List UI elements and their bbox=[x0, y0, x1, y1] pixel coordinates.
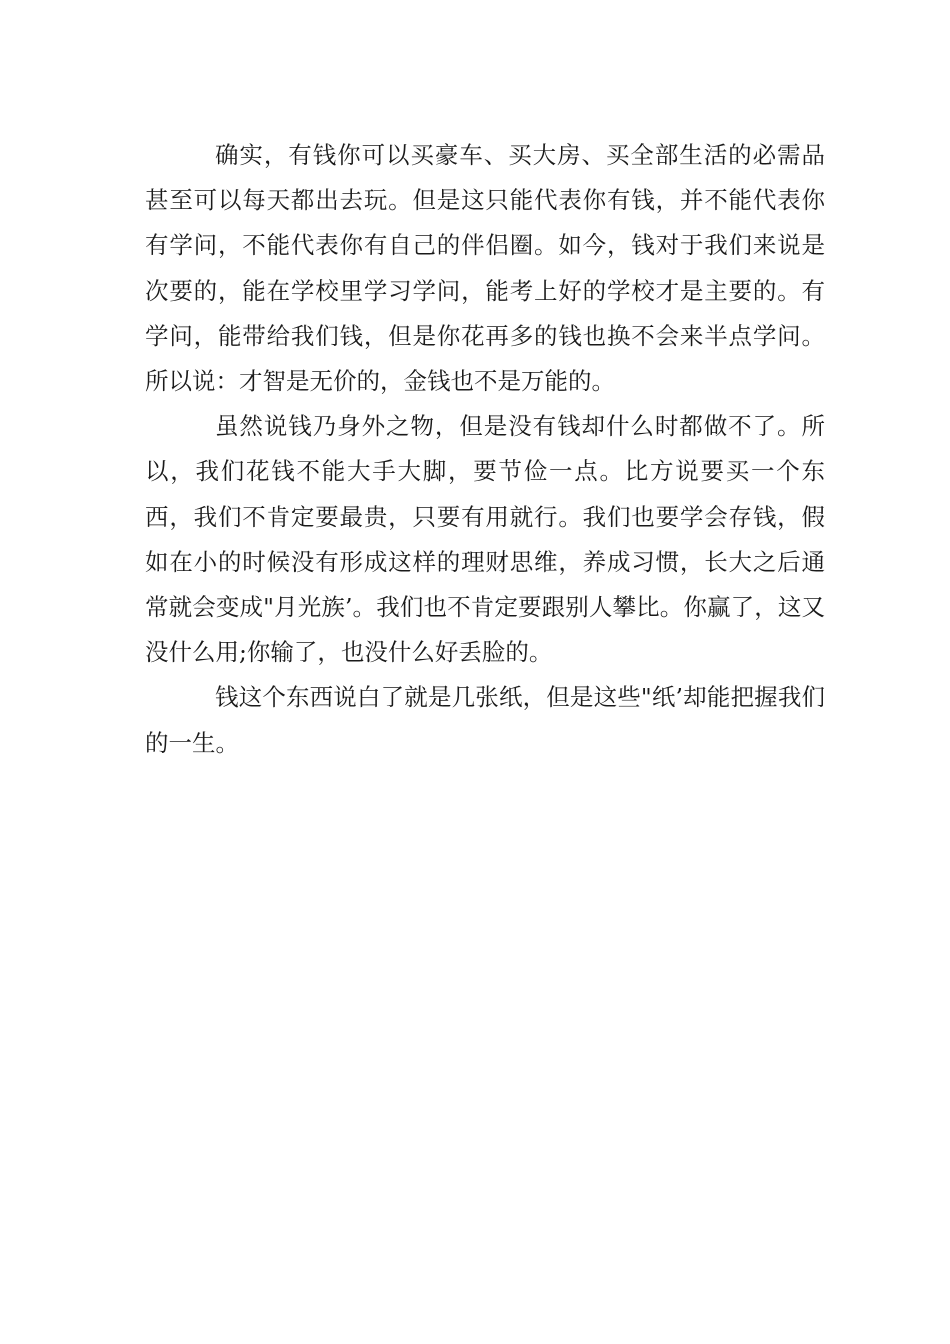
paragraph-1: 确实，有钱你可以买豪车、买大房、买全部生活的必需品甚至可以每天都出去玩。但是这只能代表你有钱，并不能代表你有学问，不能代表你有自己的伴侣圈。如今，钱对于我们来说是次要的，能在学校里学习学问，能考上好的学校才是主要的。有学问，能带给我们钱，但是你花再多的钱也换不会来半点学问。所以说：才智是无价的，金钱也不是万能的。 bbox=[145, 141, 825, 396]
paragraph-2: 虽然说钱乃身外之物，但是没有钱却什么时都做不了。所以，我们花钱不能大手大脚，要节俭一点。比方说要买一个东西，我们不肯定要最贵，只要有用就行。我们也要学会存钱，假如在小的时候没有形成这样的理财思维，养成习惯，长大之后通常就会变成"月光族’。我们也不肯定要跟别人攀比。你赢了，这又没什么用;你输了，也没什么好丢脸的。 bbox=[145, 412, 825, 667]
paragraph-3: 钱这个东西说白了就是几张纸，但是这些"纸’却能把握我们的一生。 bbox=[145, 683, 825, 757]
document-body bbox=[145, 133, 825, 766]
